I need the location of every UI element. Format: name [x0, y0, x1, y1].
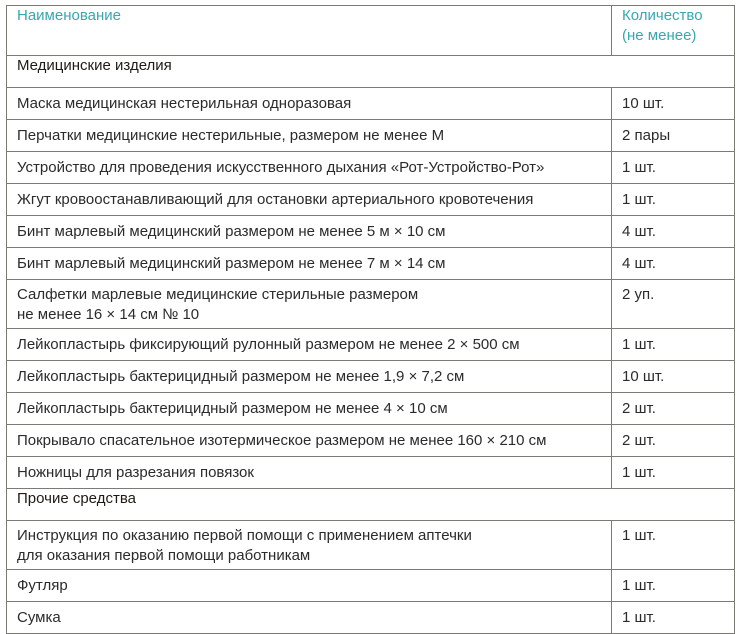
- item-name-line: Жгут кровоостанавливающий для остановки артериального кровотечения: [17, 190, 534, 208]
- table-row: [7, 88, 735, 120]
- item-name: [7, 248, 612, 280]
- item-name-line: Покрывало спасательное изотермическое размером не менее 160 × 210 см: [17, 431, 547, 449]
- table-row: [7, 361, 735, 393]
- item-quantity: 1 шт.: [612, 602, 735, 634]
- item-name-line: Бинт марлевый медицинский размером не менее 7 м × 14 см: [17, 254, 446, 272]
- item-quantity: 1 шт.: [612, 521, 735, 570]
- item-name-line: Бинт марлевый медицинский размером не менее 5 м × 10 см: [17, 222, 446, 240]
- header-row: [7, 6, 735, 56]
- header-qty-line1: Количество: [622, 7, 703, 24]
- item-quantity: 10 шт.: [612, 88, 735, 120]
- item-name-line: не менее 16 × 14 см № 10: [17, 306, 200, 323]
- item-quantity: 1 шт.: [612, 184, 735, 216]
- section-title: Медицинские изделия: [7, 56, 735, 88]
- item-name-line: Лейкопластырь фиксирующий рулонный размером не менее 2 × 500 см: [17, 335, 520, 353]
- item-quantity: 1 шт.: [612, 457, 735, 489]
- header-qty-line2: (не менее): [622, 27, 697, 44]
- item-name-line: Сумка: [17, 608, 61, 626]
- item-quantity: 2 пары: [612, 120, 735, 152]
- header-name: [7, 6, 612, 56]
- item-name: [7, 184, 612, 216]
- table-row: [7, 216, 735, 248]
- table-row: [7, 329, 735, 361]
- table-row: [7, 248, 735, 280]
- first-aid-kit-table: [6, 5, 735, 634]
- item-name-line: Инструкция по оказанию первой помощи с применением аптечки: [17, 527, 472, 544]
- table-row: [7, 425, 735, 457]
- item-quantity: 10 шт.: [612, 361, 735, 393]
- item-quantity: 4 шт.: [612, 248, 735, 280]
- item-name-line: Ножницы для разрезания повязок: [17, 463, 254, 481]
- item-name: [7, 280, 612, 329]
- item-name-line: для оказания первой помощи работникам: [17, 547, 311, 564]
- item-name: [7, 329, 612, 361]
- table-row: [7, 457, 735, 489]
- item-name: [7, 216, 612, 248]
- section-row: [7, 489, 735, 521]
- item-quantity: 2 шт.: [612, 393, 735, 425]
- item-name-line: Футляр: [17, 576, 68, 594]
- item-quantity: 1 шт.: [612, 152, 735, 184]
- item-quantity: 4 шт.: [612, 216, 735, 248]
- section-row: [7, 56, 735, 88]
- item-name: [7, 425, 612, 457]
- item-name-line: Лейкопластырь бактерицидный размером не менее 4 × 10 см: [17, 399, 448, 417]
- item-quantity: 1 шт.: [612, 329, 735, 361]
- item-name-line: Лейкопластырь бактерицидный размером не менее 1,9 × 7,2 см: [17, 367, 465, 385]
- header-name-text: Наименование: [17, 7, 121, 24]
- header-quantity: [612, 6, 735, 56]
- section-title: Прочие средства: [7, 489, 735, 521]
- item-name: [7, 521, 612, 570]
- item-name: [7, 457, 612, 489]
- item-name: [7, 152, 612, 184]
- item-quantity: 1 шт.: [612, 570, 735, 602]
- table-row: [7, 393, 735, 425]
- table-row: [7, 280, 735, 329]
- table-row: [7, 152, 735, 184]
- item-name-line: Маска медицинская нестерильная одноразовая: [17, 94, 352, 112]
- table-row: [7, 602, 735, 634]
- table-row: [7, 570, 735, 602]
- item-name-line: Устройство для проведения искусственного дыхания «Рот-Устройство-Рот»: [17, 158, 545, 176]
- item-name: [7, 120, 612, 152]
- item-name: [7, 570, 612, 602]
- item-name-line: Салфетки марлевые медицинские стерильные размером: [17, 286, 419, 303]
- item-quantity: 2 уп.: [612, 280, 735, 329]
- table-row: [7, 184, 735, 216]
- item-name: [7, 602, 612, 634]
- item-name: [7, 393, 612, 425]
- table-row: [7, 521, 735, 570]
- item-quantity: 2 шт.: [612, 425, 735, 457]
- item-name: [7, 361, 612, 393]
- table-body: [7, 56, 735, 634]
- item-name-line: Перчатки медицинские нестерильные, размером не менее М: [17, 126, 445, 144]
- table-row: [7, 120, 735, 152]
- item-name: [7, 88, 612, 120]
